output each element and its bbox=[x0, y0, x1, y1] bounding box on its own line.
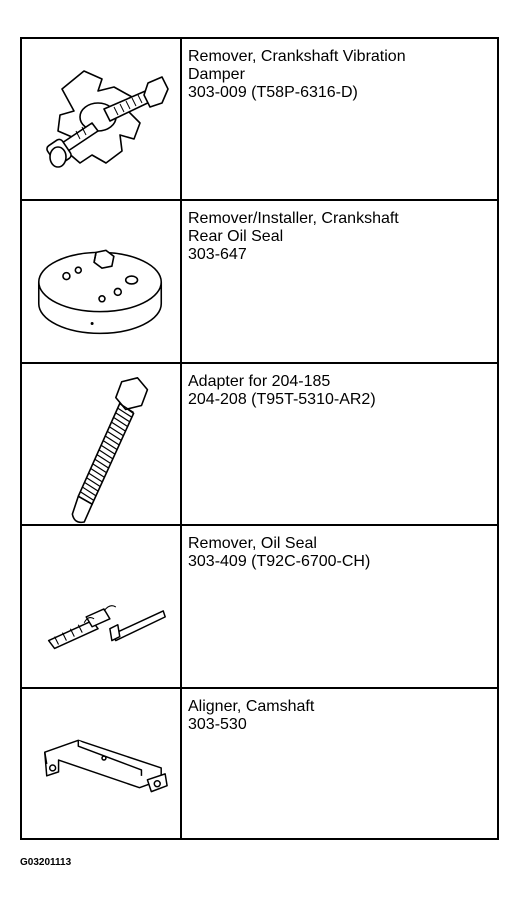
tool-description bbox=[182, 689, 314, 838]
tool-part-number: 204-208 (T95T-5310-AR2) bbox=[188, 391, 376, 408]
tool-part-number: 303-530 bbox=[188, 716, 247, 733]
tool-row bbox=[22, 199, 497, 362]
illustration-cell bbox=[22, 39, 182, 199]
tool-name-line-2: Damper bbox=[188, 66, 245, 83]
illustration-cell bbox=[22, 689, 182, 838]
illustration-cell bbox=[22, 364, 182, 524]
tool-part-number: 303-009 (T58P-6316-D) bbox=[188, 84, 358, 101]
camshaft-aligner-icon bbox=[22, 689, 180, 838]
tool-name-line-1: Remover, Crankshaft Vibration bbox=[188, 48, 406, 65]
tool-name-line-1: Aligner, Camshaft bbox=[188, 698, 315, 715]
special-tools-table bbox=[20, 37, 499, 840]
figure-id: G03201113 bbox=[20, 857, 72, 868]
threaded-adapter-icon bbox=[22, 364, 180, 524]
illustration-cell bbox=[22, 526, 182, 687]
tool-description bbox=[182, 201, 399, 362]
tool-row bbox=[22, 362, 497, 524]
tool-name-line-1: Remover, Oil Seal bbox=[188, 535, 317, 552]
tool-row bbox=[22, 687, 497, 838]
tool-part-number: 303-647 bbox=[188, 246, 247, 263]
tool-name-line-1: Adapter for 204-185 bbox=[188, 373, 331, 390]
tool-description bbox=[182, 364, 376, 524]
tool-name-line-1: Remover/Installer, Crankshaft bbox=[188, 210, 399, 227]
rear-oil-seal-tool-icon bbox=[22, 201, 180, 362]
illustration-cell bbox=[22, 201, 182, 362]
tool-name-line-2: Rear Oil Seal bbox=[188, 228, 284, 245]
vibration-damper-remover-icon bbox=[22, 39, 180, 199]
tool-description bbox=[182, 39, 406, 199]
oil-seal-remover-icon bbox=[22, 526, 180, 687]
tool-part-number: 303-409 (T92C-6700-CH) bbox=[188, 553, 371, 570]
tool-row bbox=[22, 39, 497, 199]
tool-row bbox=[22, 524, 497, 687]
tool-description bbox=[182, 526, 370, 687]
